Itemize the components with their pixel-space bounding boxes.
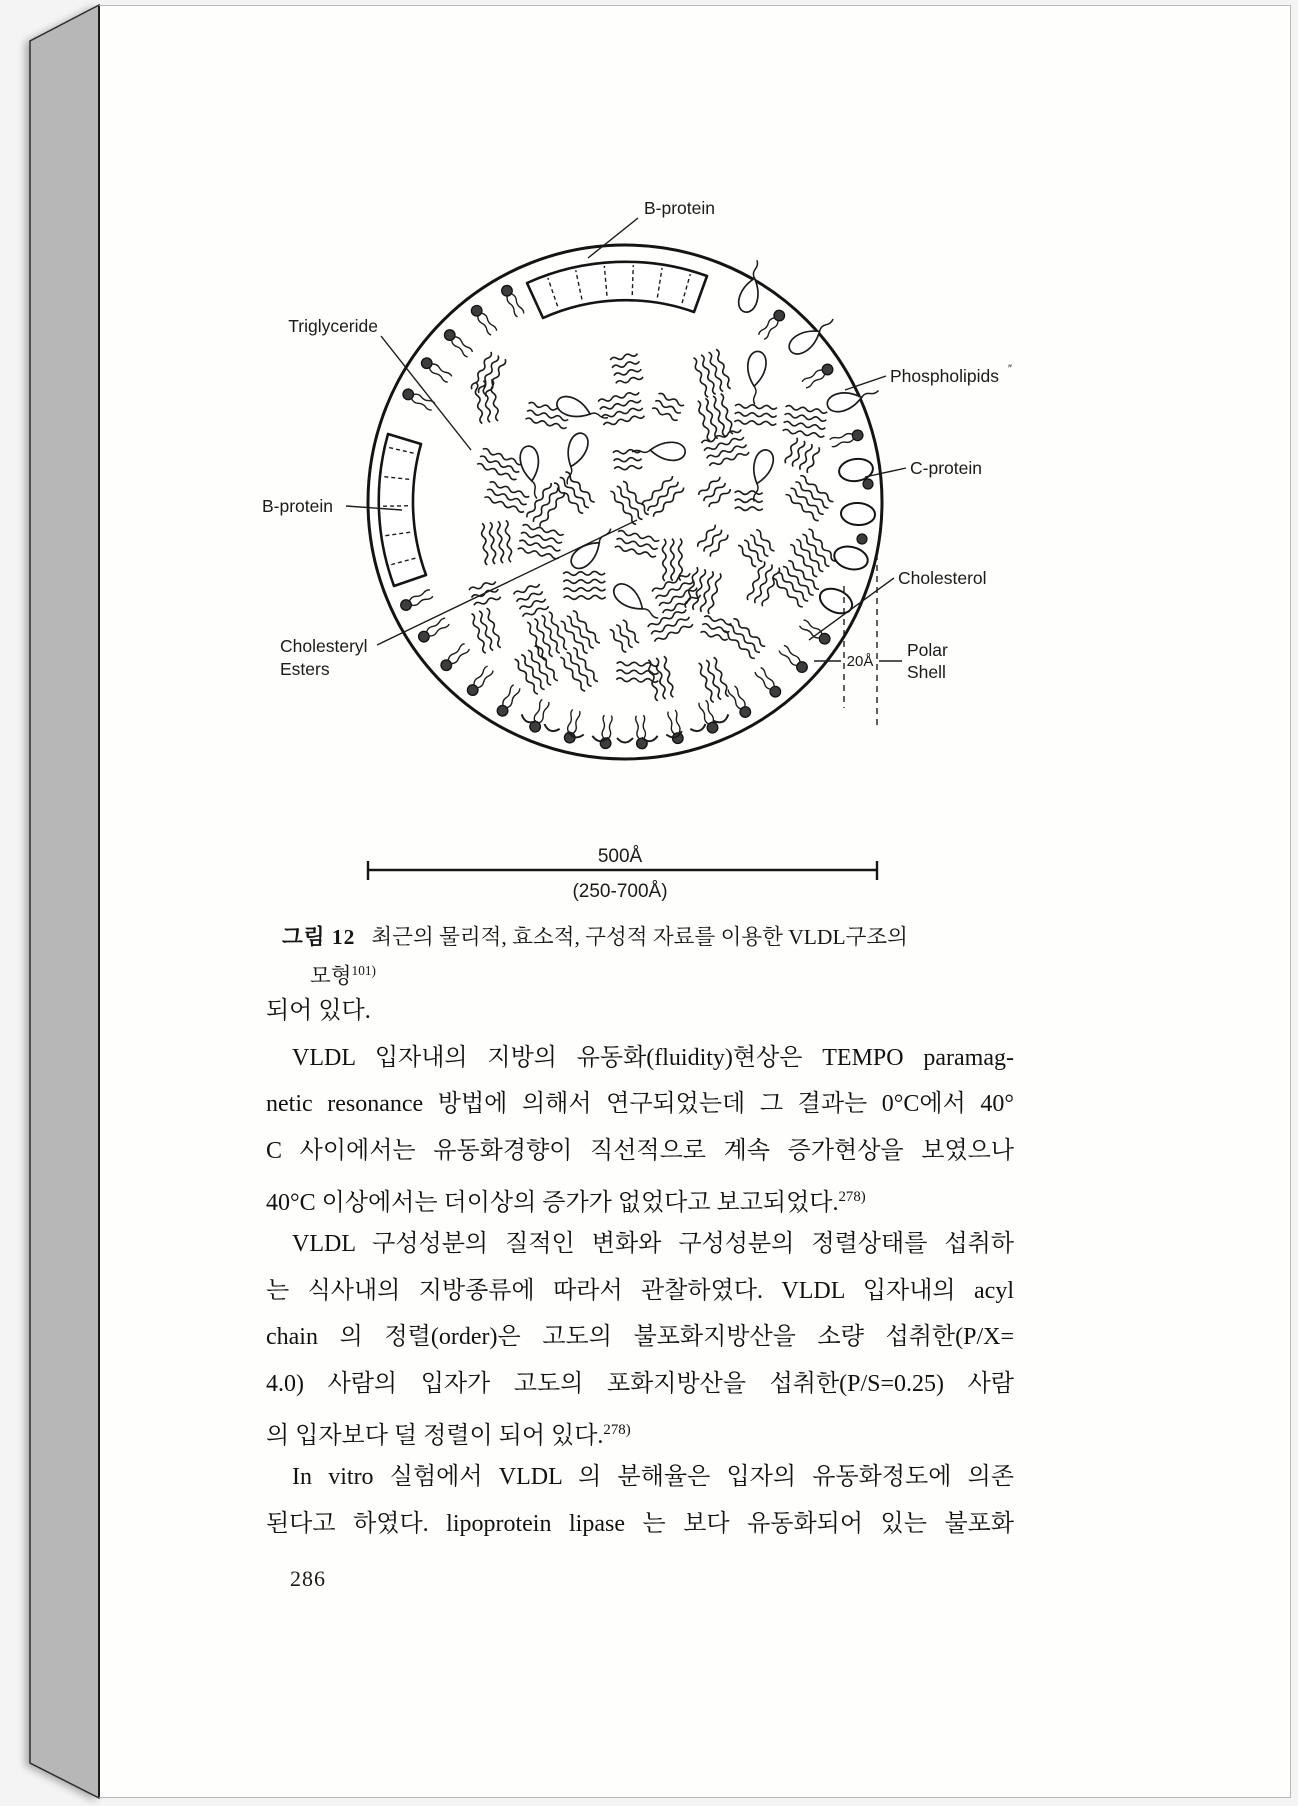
label-cholesteryl-esters-2: Esters [280,659,330,679]
figure-caption-text2: 모형 [310,964,352,989]
label-cholesteryl-esters-1: Cholesteryl [280,636,368,656]
body-text-line: chain 의 정렬(order)은 고도의 불포화지방산을 소량 섭취한(P/X= [266,1324,1014,1351]
label-b-protein-top: B-protein [644,198,716,218]
body-text-line: VLDL 구성성분의 질적인 변화와 구성성분의 정렬상태를 섭취하 [292,1230,1014,1257]
page-number: 286 [290,1566,326,1591]
scale-range: (250-700Å) [572,881,668,902]
body-text-block [266,988,1014,1547]
label-triglyceride: Triglyceride [288,316,378,336]
label-polar-shell-2: Shell [907,662,946,682]
figure-number: 그림 12 [282,925,356,949]
vldl-structure-figure [150,184,1050,954]
label-shell-width: 20Å [846,653,874,670]
label-phospholipids-mark: ″ [1008,363,1012,375]
book-page [98,5,1291,1798]
body-text-line: 는 식사내의 지방종류에 따라서 관찰하였다. VLDL 입자내의 acyl [266,1277,1014,1304]
label-polar-shell-1: Polar [907,640,948,660]
label-b-protein-left: B-protein [262,496,334,516]
scale-bar [368,846,877,902]
body-text-line: C 사이에서는 유동화경향이 직선적으로 계속 증가현상을 보였으나 [266,1137,1014,1164]
figure-caption [282,921,1042,993]
scale-value: 500Å [597,846,643,867]
phospholipid-head [857,534,867,544]
label-cholesterol: Cholesterol [898,568,987,588]
label-c-protein: C-protein [910,458,982,478]
body-text-line: 된다고 하였다. lipoprotein lipase 는 보다 유동화되어 있는 불포화 [266,1510,1014,1537]
body-text-line: 4.0) 사람의 입자가 고도의 포화지방산을 섭취한(P/S=0.25) 사람 [266,1370,1014,1397]
label-phospholipids: Phospholipids [890,366,999,386]
body-text-line: 의 입자보다 덜 정렬이 되어 있다.$^{278)}$ [266,1422,631,1450]
body-text-line: 40°C 이상에서는 더이상의 증가가 없었다고 보고되었다.$^{278)}$ [266,1189,866,1217]
page-stack-polygon [30,5,99,1798]
body-text-line: netic resonance 방법에 의해서 연구되었는데 그 결과는 0°C에서 40° [266,1091,1014,1118]
figure-caption-text: 최근의 물리적, 효소적, 구성적 자료를 이용한 VLDL구조의 [371,925,908,949]
figure-caption-ref: 101) [351,963,376,978]
phospholipid-head [863,479,873,489]
body-text-line: In vitro 실험에서 VLDL 의 분해율은 입자의 유동화정도에 의존 [292,1463,1014,1490]
body-text-line: VLDL 입자내의 지방의 유동화(fluidity)현상은 TEMPO paramag- [292,1044,1014,1071]
body-text-line: 되어 있다. [266,998,371,1024]
figure-caption-line1 [282,921,1042,954]
